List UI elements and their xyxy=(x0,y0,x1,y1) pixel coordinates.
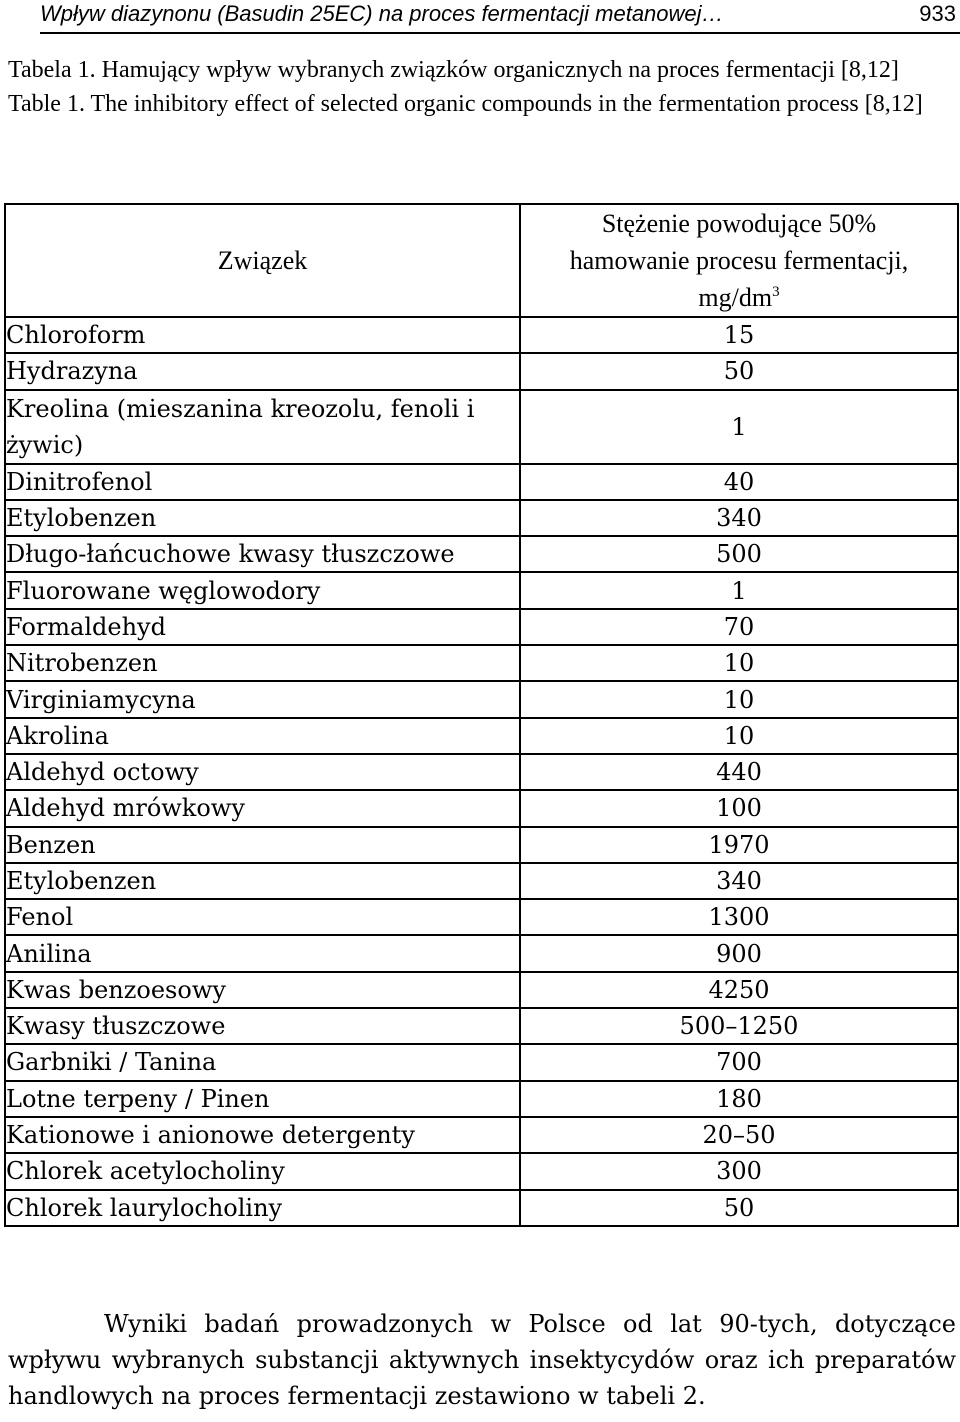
table-row xyxy=(5,1153,958,1189)
caption-english: Table 1. The inhibitory effect of selected organic compounds in the fermentation process [8,12] xyxy=(8,90,923,117)
concentration-value: 180 xyxy=(520,1081,958,1117)
table-row xyxy=(5,718,958,754)
table-row xyxy=(5,1190,958,1226)
table-row xyxy=(5,681,958,717)
concentration-value: 340 xyxy=(520,500,958,536)
table-row xyxy=(5,935,958,971)
concentration-value: 40 xyxy=(520,464,958,500)
body-paragraph xyxy=(8,1306,956,1414)
compound-name: Hydrazyna xyxy=(5,353,520,389)
unit-exponent: 3 xyxy=(772,284,780,300)
compound-name: Kationowe i anionowe detergenty xyxy=(5,1117,520,1153)
compound-name: Chloroform xyxy=(5,317,520,353)
concentration-value: 50 xyxy=(520,353,958,389)
concentration-value: 1 xyxy=(520,572,958,608)
table-captions xyxy=(8,54,948,121)
concentration-value: 100 xyxy=(520,790,958,826)
compound-name: Chlorek laurylocholiny xyxy=(5,1190,520,1226)
page-number: 933 xyxy=(919,1,956,26)
table-row xyxy=(5,972,958,1008)
table-row xyxy=(5,572,958,608)
compound-name: Virginiamycyna xyxy=(5,681,520,717)
concentration-value: 340 xyxy=(520,863,958,899)
column-header-compound: Związek xyxy=(5,204,520,317)
compound-name: Kwasy tłuszczowe xyxy=(5,1008,520,1044)
concentration-value: 10 xyxy=(520,645,958,681)
table-row xyxy=(5,1117,958,1153)
compound-name: Fenol xyxy=(5,899,520,935)
table-row xyxy=(5,645,958,681)
table-row xyxy=(5,390,958,464)
concentration-value: 10 xyxy=(520,681,958,717)
table-row xyxy=(5,899,958,935)
compound-name: Fluorowane węglowodory xyxy=(5,572,520,608)
concentration-value: 500–1250 xyxy=(520,1008,958,1044)
concentration-value: 50 xyxy=(520,1190,958,1226)
concentration-value: 1 xyxy=(520,390,958,464)
concentration-value: 700 xyxy=(520,1044,958,1080)
table-row xyxy=(5,827,958,863)
table-header-row xyxy=(5,204,958,317)
compound-name: Kwas benzoesowy xyxy=(5,972,520,1008)
compound-name: Formaldehyd xyxy=(5,609,520,645)
table-row xyxy=(5,1008,958,1044)
running-title: Wpływ diazynonu (Basudin 25EC) na proces fermentacji metanowej… xyxy=(40,1,724,26)
compound-name: Benzen xyxy=(5,827,520,863)
concentration-value: 900 xyxy=(520,935,958,971)
table-row xyxy=(5,1081,958,1117)
concentration-value: 4250 xyxy=(520,972,958,1008)
column-header-unit: mg/dm xyxy=(698,283,773,312)
running-header xyxy=(40,0,960,34)
concentration-value: 440 xyxy=(520,754,958,790)
column-header-line2: hamowanie procesu fermentacji, xyxy=(569,246,909,275)
compound-name: Anilina xyxy=(5,935,520,971)
column-header-concentration xyxy=(520,204,958,317)
concentration-value: 1970 xyxy=(520,827,958,863)
compound-name: Etylobenzen xyxy=(5,863,520,899)
concentration-value: 15 xyxy=(520,317,958,353)
concentration-value: 10 xyxy=(520,718,958,754)
caption-polish: Tabela 1. Hamujący wpływ wybranych związków organicznych na proces fermentacji [8,12] xyxy=(8,57,899,83)
compound-name: Długo-łańcuchowe kwasy tłuszczowe xyxy=(5,536,520,572)
compound-name: Lotne terpeny / Pinen xyxy=(5,1081,520,1117)
compound-name: Chlorek acetylocholiny xyxy=(5,1153,520,1189)
table-row xyxy=(5,790,958,826)
concentration-value: 300 xyxy=(520,1153,958,1189)
compound-name: Garbniki / Tanina xyxy=(5,1044,520,1080)
column-header-line1: Stężenie powodujące 50% xyxy=(601,209,877,238)
concentration-value: 500 xyxy=(520,536,958,572)
table-row xyxy=(5,317,958,353)
table-row xyxy=(5,863,958,899)
concentration-value: 1300 xyxy=(520,899,958,935)
compound-name: Kreolina (mieszanina kreozolu, fenoli i żywic) xyxy=(5,390,520,464)
table-row xyxy=(5,754,958,790)
table-row xyxy=(5,500,958,536)
table-row xyxy=(5,609,958,645)
compound-name: Akrolina xyxy=(5,718,520,754)
compound-name: Nitrobenzen xyxy=(5,645,520,681)
table-row xyxy=(5,353,958,389)
compound-name: Dinitrofenol xyxy=(5,464,520,500)
compound-name: Etylobenzen xyxy=(5,500,520,536)
paragraph-text: Wyniki badań prowadzonych w Polsce od lat 90-tych, dotyczące wpływu wybranych substancji aktywnych insektycydów oraz ich preparatów handlowych na proces fermentacji zestawiono w tabeli 2. xyxy=(8,1310,956,1410)
concentration-value: 70 xyxy=(520,609,958,645)
table-row xyxy=(5,536,958,572)
concentration-value: 20–50 xyxy=(520,1117,958,1153)
compound-name: Aldehyd octowy xyxy=(5,754,520,790)
table-body xyxy=(5,317,958,1226)
compound-name: Aldehyd mrówkowy xyxy=(5,790,520,826)
inhibition-table xyxy=(4,203,959,1227)
table-row xyxy=(5,1044,958,1080)
table-row xyxy=(5,464,958,500)
